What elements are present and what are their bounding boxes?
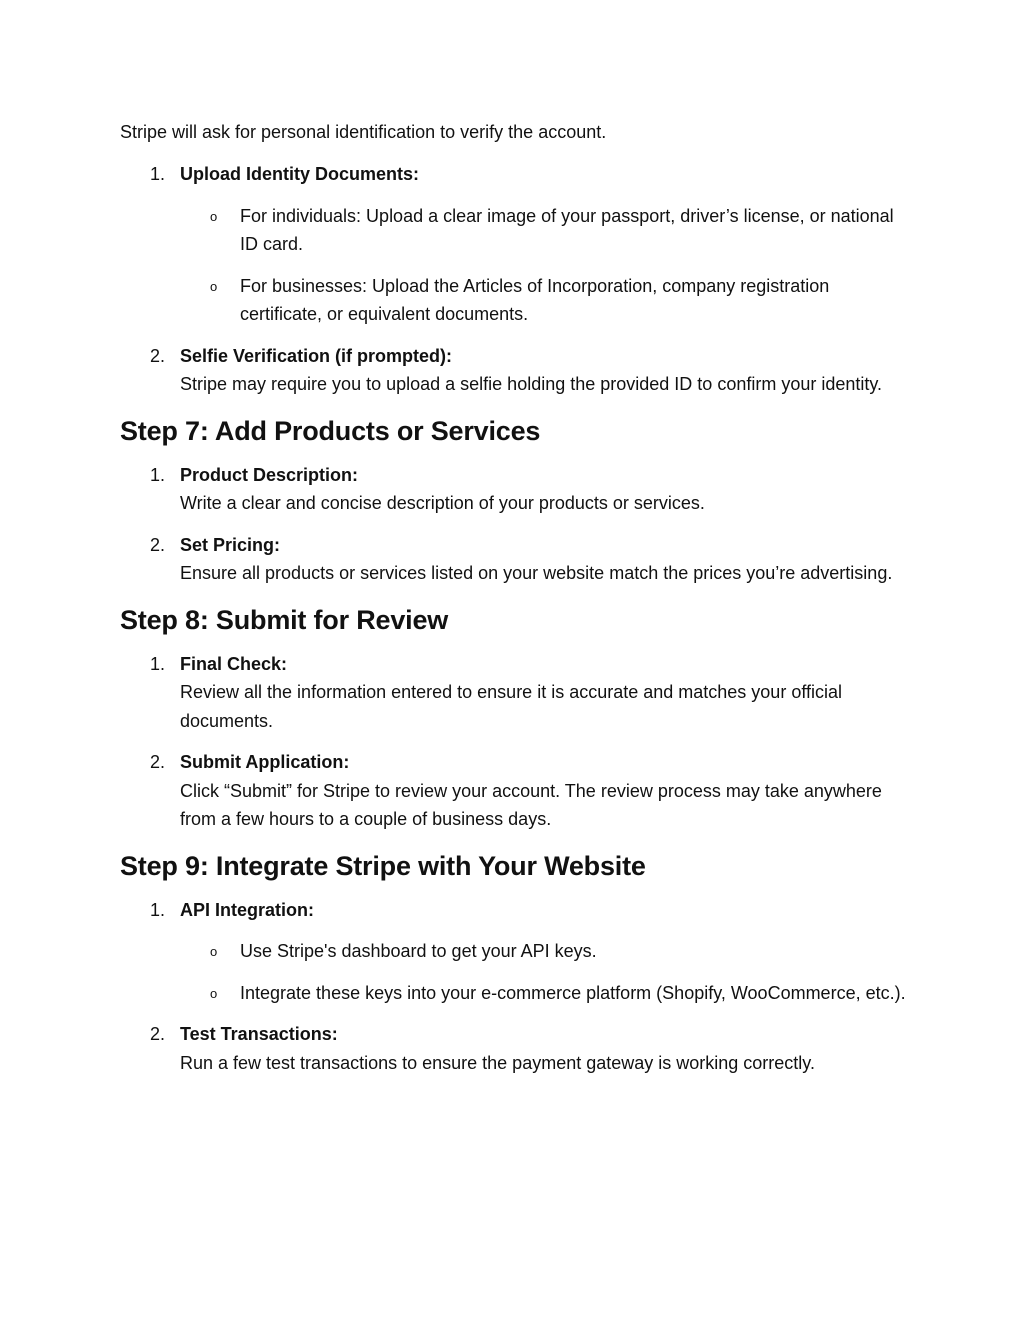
list-item-description: Stripe may require you to upload a selfie holding the provided ID to confirm your identity.	[180, 374, 883, 394]
bullet-icon: o	[210, 278, 218, 294]
list-number: 2.	[150, 752, 166, 772]
list-item	[120, 160, 910, 329]
sub-item-text: For individuals: Upload a clear image of your passport, driver’s license, or national ID card.	[240, 205, 894, 254]
sub-list	[180, 937, 910, 1007]
sub-list-item	[180, 202, 910, 259]
list-item-title: Submit Application:	[180, 752, 350, 772]
step7-list	[120, 461, 910, 588]
list-item-title: Selfie Verification (if prompted):	[180, 345, 453, 366]
list-item	[120, 461, 910, 518]
bullet-icon: o	[210, 208, 218, 224]
sub-item-text: Use Stripe's dashboard to get your API keys.	[240, 941, 597, 961]
list-number: 2.	[150, 345, 166, 366]
list-item	[120, 896, 910, 1008]
document-page	[120, 118, 910, 1077]
list-item-title: Set Pricing:	[180, 534, 281, 555]
list-item	[120, 650, 910, 736]
bullet-icon: o	[210, 985, 218, 1001]
list-item	[120, 1020, 910, 1077]
intro-paragraph: Stripe will ask for personal identification to verify the account.	[120, 122, 607, 142]
list-item-description: Click “Submit” for Stripe to review your account. The review process may take anywhere from a few hours to a couple of business days.	[180, 780, 882, 829]
list-number: 1.	[150, 653, 166, 674]
identity-list	[120, 160, 910, 399]
list-item	[120, 342, 910, 399]
step8-heading: Step 8: Submit for Review	[120, 604, 449, 635]
sub-list-item	[180, 937, 910, 966]
list-item-description: Ensure all products or services listed on your website match the prices you’re advertising.	[180, 563, 893, 583]
list-item-title: Final Check:	[180, 653, 288, 674]
list-number: 2.	[150, 1024, 166, 1044]
sub-item-text: Integrate these keys into your e-commerce platform (Shopify, WooCommerce, etc.).	[240, 982, 906, 1003]
list-number: 2.	[150, 534, 166, 555]
list-number: 1.	[150, 464, 166, 485]
list-number: 1.	[150, 164, 166, 184]
list-item-description: Write a clear and concise description of your products or services.	[180, 493, 705, 513]
list-item-title: Product Description:	[180, 464, 359, 485]
step9-list	[120, 896, 910, 1078]
list-item	[120, 748, 910, 834]
list-item-title: API Integration:	[180, 899, 314, 920]
bullet-icon: o	[210, 944, 218, 959]
list-number: 1.	[150, 899, 166, 920]
step7-heading: Step 7: Add Products or Services	[120, 415, 541, 446]
sub-list-item	[180, 272, 910, 329]
list-item-description: Review all the information entered to ensure it is accurate and matches your official documents.	[180, 682, 843, 731]
step8-list	[120, 650, 910, 834]
sub-item-text: For businesses: Upload the Articles of Incorporation, company registration certificate, or equivalent documents.	[240, 275, 830, 324]
list-item	[120, 531, 910, 588]
sub-list-item	[180, 979, 910, 1008]
step9-heading: Step 9: Integrate Stripe with Your Website	[120, 850, 646, 881]
list-item-description: Run a few test transactions to ensure the payment gateway is working correctly.	[180, 1052, 815, 1073]
sub-list	[180, 202, 910, 329]
list-item-title: Test Transactions:	[180, 1024, 338, 1044]
list-item-title: Upload Identity Documents:	[180, 164, 420, 184]
